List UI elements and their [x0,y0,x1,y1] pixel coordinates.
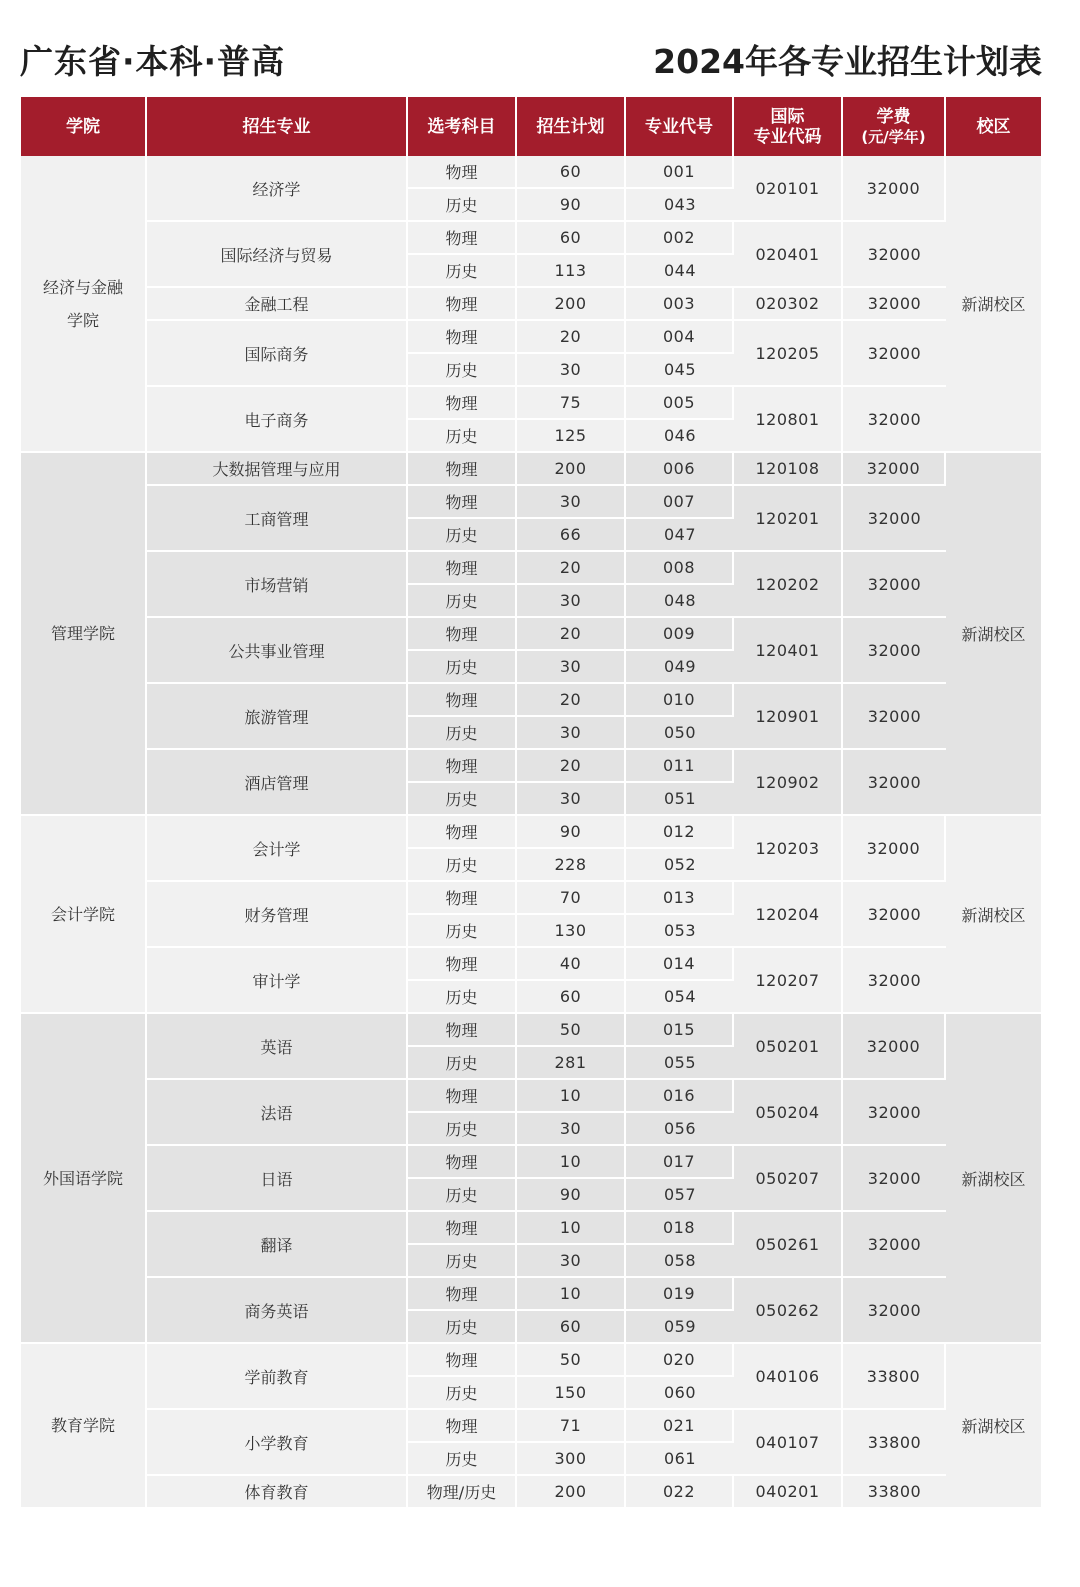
major-name: 体育教育 [147,1476,408,1509]
major-code: 049 [626,651,734,684]
tuition-fee: 32000 [843,1212,946,1278]
national-code: 120202 [734,552,843,618]
table-row [21,618,1041,651]
table-row [21,552,1041,585]
subject-cell: 物理 [408,816,517,849]
subject-cell: 物理 [408,1344,517,1377]
plan-count: 40 [517,948,626,981]
table-row [21,948,1041,981]
major-code: 017 [626,1146,734,1179]
tuition-fee: 33800 [843,1344,946,1410]
header-major: 招生专业 [147,97,408,156]
major-code: 043 [626,189,734,222]
plan-count: 300 [517,1443,626,1476]
plan-count: 10 [517,1212,626,1245]
major-name: 电子商务 [147,387,408,453]
subject-cell: 历史 [408,651,517,684]
tuition-fee: 32000 [843,618,946,684]
plan-count: 90 [517,1179,626,1212]
national-code: 020101 [734,156,843,222]
plan-count: 130 [517,915,626,948]
table-row [21,1476,1041,1509]
tuition-fee: 32000 [843,552,946,618]
plan-count: 200 [517,453,626,486]
national-code: 120401 [734,618,843,684]
college-name: 教育学院 [50,1416,115,1435]
subject-cell: 物理 [408,684,517,717]
major-code: 044 [626,255,734,288]
subject-cell: 历史 [408,783,517,816]
college-name: 会计学院 [50,904,115,924]
major-code: 004 [626,321,734,354]
college-cell [21,156,147,453]
plan-count: 60 [517,156,626,189]
national-code: 120902 [734,750,843,816]
subject-cell: 历史 [408,1443,517,1476]
major-code: 050 [626,717,734,750]
subject-cell: 历史 [408,981,517,1014]
campus-cell: 新湖校区 [946,453,1041,816]
tuition-fee: 32000 [843,1146,946,1212]
header-subject: 选考科目 [408,97,517,156]
table-row [21,156,1041,189]
national-code: 120901 [734,684,843,750]
major-code: 055 [626,1047,734,1080]
plan-count: 30 [517,585,626,618]
subject-cell: 物理 [408,1278,517,1311]
major-code: 053 [626,915,734,948]
subject-cell: 物理 [408,387,517,420]
subject-cell: 历史 [408,1047,517,1080]
tuition-fee: 32000 [843,684,946,750]
plan-count: 281 [517,1047,626,1080]
major-code: 005 [626,387,734,420]
plan-count: 90 [517,816,626,849]
subject-cell: 物理 [408,1080,517,1113]
plan-count: 66 [517,519,626,552]
national-code: 050204 [734,1080,843,1146]
plan-count: 60 [517,981,626,1014]
table-row [21,486,1041,519]
plan-count: 228 [517,849,626,882]
tuition-fee: 32000 [843,1278,946,1344]
major-code: 009 [626,618,734,651]
college-cell [21,1014,147,1344]
major-name: 酒店管理 [147,750,408,816]
plan-count: 50 [517,1014,626,1047]
table-row [21,1212,1041,1245]
major-name: 小学教育 [147,1410,408,1476]
subject-cell: 历史 [408,354,517,387]
major-code: 013 [626,882,734,915]
major-code: 057 [626,1179,734,1212]
major-code: 014 [626,948,734,981]
subject-cell: 历史 [408,1377,517,1410]
table-row [21,882,1041,915]
major-code: 019 [626,1278,734,1311]
major-code: 001 [626,156,734,189]
national-code: 040107 [734,1410,843,1476]
national-code: 120801 [734,387,843,453]
tuition-fee: 33800 [843,1410,946,1476]
subject-cell: 物理 [408,288,517,321]
national-code: 050201 [734,1014,843,1080]
national-code: 120205 [734,321,843,387]
major-code: 008 [626,552,734,585]
plan-count: 70 [517,882,626,915]
header-natl-code: 国际 专业代码 [734,97,843,156]
major-code: 046 [626,420,734,453]
national-code: 040201 [734,1476,843,1509]
plan-count: 30 [517,1113,626,1146]
plan-count: 75 [517,387,626,420]
plan-count: 30 [517,1245,626,1278]
subject-cell: 历史 [408,585,517,618]
plan-count: 10 [517,1278,626,1311]
tuition-fee: 32000 [843,156,946,222]
major-name: 公共事业管理 [147,618,408,684]
major-name: 大数据管理与应用 [147,453,408,486]
table-row [21,321,1041,354]
plan-count: 200 [517,1476,626,1509]
major-name: 学前教育 [147,1344,408,1410]
tuition-fee: 32000 [843,486,946,552]
campus-cell: 新湖校区 [946,1014,1041,1344]
subject-cell: 物理 [408,750,517,783]
table-row [21,222,1041,255]
tuition-fee: 32000 [843,222,946,288]
major-name: 旅游管理 [147,684,408,750]
subject-cell: 物理 [408,882,517,915]
major-code: 061 [626,1443,734,1476]
plan-count: 30 [517,354,626,387]
subject-cell: 物理 [408,1212,517,1245]
major-code: 059 [626,1311,734,1344]
major-code: 010 [626,684,734,717]
subject-cell: 物理 [408,321,517,354]
header-plan: 招生计划 [517,97,626,156]
region-title: 广东省·本科·普高 [20,42,286,81]
major-name: 审计学 [147,948,408,1014]
college-name-line2: 学院 [66,310,99,330]
subject-cell: 物理 [408,156,517,189]
table-row [21,1278,1041,1311]
subject-cell: 历史 [408,519,517,552]
plan-count: 113 [517,255,626,288]
college-name: 经济与金融 [42,277,123,297]
national-code: 020401 [734,222,843,288]
major-code: 011 [626,750,734,783]
plan-count: 30 [517,651,626,684]
tuition-fee: 32000 [843,321,946,387]
campus-cell: 新湖校区 [946,816,1041,1014]
page-header [0,0,1080,96]
plan-count: 10 [517,1146,626,1179]
plan-count: 20 [517,618,626,651]
major-code: 045 [626,354,734,387]
major-code: 020 [626,1344,734,1377]
national-code: 120108 [734,453,843,486]
subject-cell: 物理 [408,1146,517,1179]
subject-cell: 历史 [408,1179,517,1212]
plan-count: 50 [517,1344,626,1377]
national-code: 020302 [734,288,843,321]
major-code: 018 [626,1212,734,1245]
national-code: 120207 [734,948,843,1014]
national-code: 050262 [734,1278,843,1344]
major-code: 060 [626,1377,734,1410]
national-code: 050207 [734,1146,843,1212]
table-row [21,387,1041,420]
header-college: 学院 [21,97,147,156]
subject-cell: 物理 [408,222,517,255]
plan-count: 10 [517,1080,626,1113]
plan-count: 200 [517,288,626,321]
college-name: 外国语学院 [42,1168,123,1188]
subject-cell: 历史 [408,189,517,222]
tuition-fee: 32000 [843,387,946,453]
subject-cell: 历史 [408,420,517,453]
tuition-fee: 32000 [843,882,946,948]
national-code: 120201 [734,486,843,552]
major-code: 056 [626,1113,734,1146]
plan-count: 20 [517,684,626,717]
subject-cell: 物理 [408,552,517,585]
major-name: 经济学 [147,156,408,222]
major-code: 003 [626,288,734,321]
tuition-fee: 32000 [843,453,946,486]
major-code: 007 [626,486,734,519]
tuition-fee: 32000 [843,288,946,321]
plan-count: 150 [517,1377,626,1410]
plan-count: 30 [517,486,626,519]
major-code: 051 [626,783,734,816]
college-cell [21,1344,147,1509]
subject-cell: 物理 [408,948,517,981]
major-name: 翻译 [147,1212,408,1278]
header-code: 专业代号 [626,97,734,156]
campus-cell: 新湖校区 [946,1344,1041,1509]
national-code: 040106 [734,1344,843,1410]
header-fee: 学费 (元/学年) [843,97,946,156]
major-name: 国际经济与贸易 [147,222,408,288]
page-title: 2024年各专业招生计划表 [653,42,1042,81]
plan-count: 20 [517,321,626,354]
tuition-fee: 32000 [843,1014,946,1080]
subject-cell: 历史 [408,1245,517,1278]
major-name: 商务英语 [147,1278,408,1344]
plan-count: 90 [517,189,626,222]
major-name: 会计学 [147,816,408,882]
tuition-fee: 33800 [843,1476,946,1509]
table-row [21,1410,1041,1443]
subject-cell: 物理 [408,486,517,519]
major-code: 022 [626,1476,734,1509]
subject-cell: 物理 [408,1410,517,1443]
plan-count: 71 [517,1410,626,1443]
subject-cell: 物理 [408,1014,517,1047]
major-code: 012 [626,816,734,849]
national-code: 050261 [734,1212,843,1278]
major-code: 047 [626,519,734,552]
plan-count: 20 [517,552,626,585]
major-code: 052 [626,849,734,882]
major-code: 021 [626,1410,734,1443]
table-row [21,1344,1041,1377]
tuition-fee: 32000 [843,948,946,1014]
subject-cell: 历史 [408,849,517,882]
major-code: 048 [626,585,734,618]
major-code: 015 [626,1014,734,1047]
table-row [21,816,1041,849]
major-name: 工商管理 [147,486,408,552]
table-row [21,750,1041,783]
subject-cell: 历史 [408,1311,517,1344]
table-row [21,1080,1041,1113]
subject-cell: 物理 [408,618,517,651]
plan-count: 60 [517,1311,626,1344]
major-code: 054 [626,981,734,1014]
major-code: 058 [626,1245,734,1278]
national-code: 120203 [734,816,843,882]
college-cell [21,453,147,816]
plan-count: 125 [517,420,626,453]
tuition-fee: 32000 [843,816,946,882]
major-name: 日语 [147,1146,408,1212]
table-row [21,453,1041,486]
enrollment-plan-table [21,97,1041,1509]
table-header-row [21,97,1041,156]
plan-count: 30 [517,783,626,816]
college-cell [21,816,147,1014]
major-name: 法语 [147,1080,408,1146]
subject-cell: 历史 [408,1113,517,1146]
subject-cell: 历史 [408,255,517,288]
table-row [21,1014,1041,1047]
tuition-fee: 32000 [843,1080,946,1146]
table-row [21,684,1041,717]
table-row [21,1146,1041,1179]
table-row [21,288,1041,321]
major-code: 002 [626,222,734,255]
subject-cell: 历史 [408,717,517,750]
major-code: 006 [626,453,734,486]
campus-cell: 新湖校区 [946,156,1041,453]
subject-cell: 物理/历史 [408,1476,517,1509]
header-campus: 校区 [946,97,1041,156]
plan-count: 20 [517,750,626,783]
major-name: 金融工程 [147,288,408,321]
national-code: 120204 [734,882,843,948]
major-code: 016 [626,1080,734,1113]
major-name: 英语 [147,1014,408,1080]
major-name: 财务管理 [147,882,408,948]
tuition-fee: 32000 [843,750,946,816]
subject-cell: 历史 [408,915,517,948]
college-name: 管理学院 [50,624,115,643]
major-name: 市场营销 [147,552,408,618]
plan-count: 30 [517,717,626,750]
plan-count: 60 [517,222,626,255]
subject-cell: 物理 [408,453,517,486]
major-name: 国际商务 [147,321,408,387]
